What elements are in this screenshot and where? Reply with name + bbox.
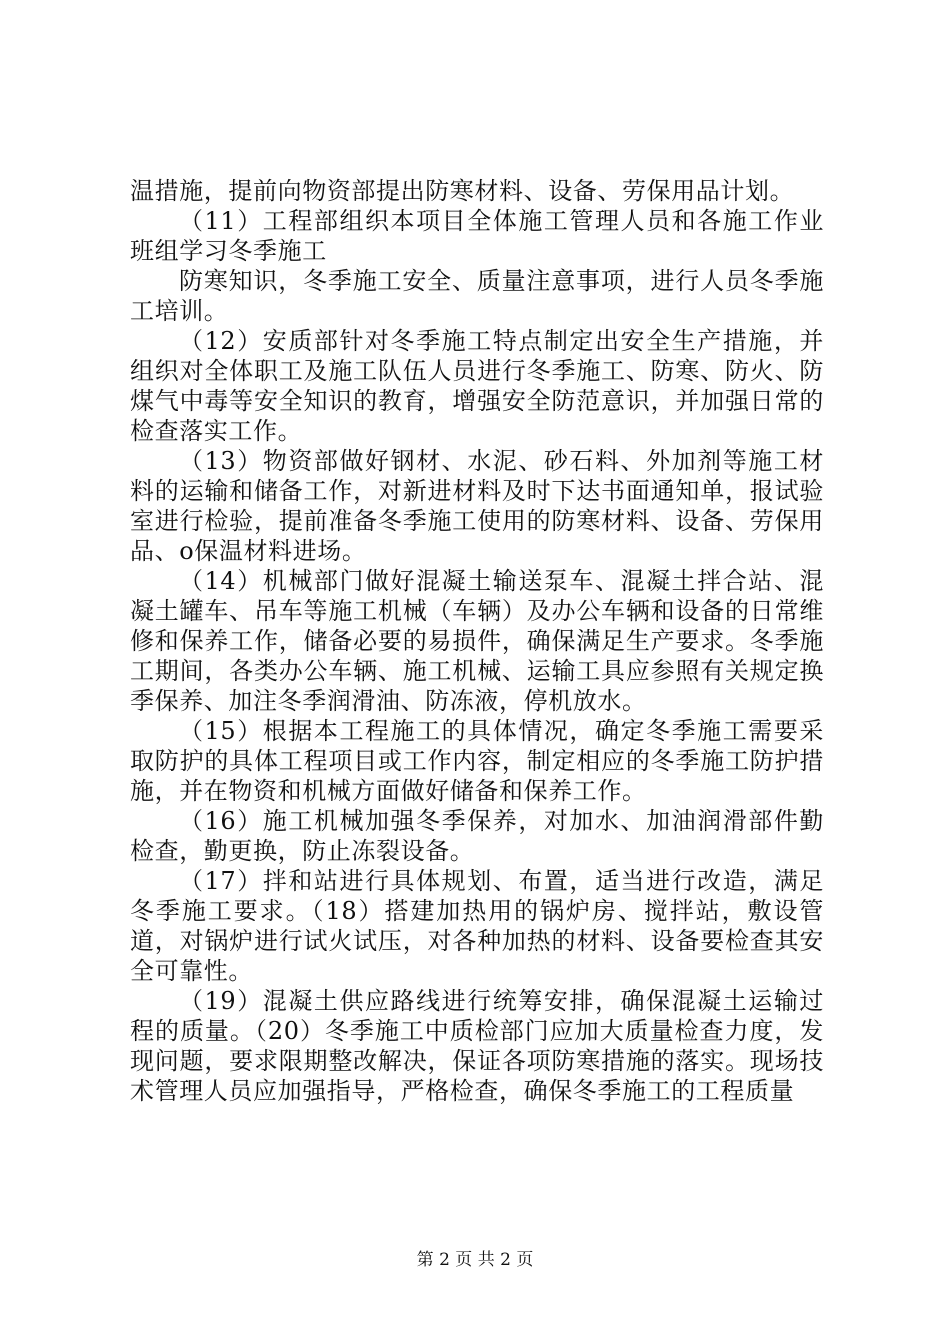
paragraph-5: （13）物资部做好钢材、水泥、砂石料、外加剂等施工材料的运输和储备工作，对新进材料及时下达书面通知单，报试验室进行检验，提前准备冬季施工使用的防寒材料、设备、劳保用品、o保温材料进场。 [130,447,824,565]
paragraph-2: （11）工程部组织本项目全体施工管理人员和各施工作业班组学习冬季施工 [130,207,824,265]
paragraph-1: 温措施，提前向物资部提出防寒材料、设备、劳保用品计划。 [130,177,795,205]
paragraph-6: （14）机械部门做好混凝土输送泵车、混凝土拌合站、混凝土罐车、吊车等施工机械（车辆）及办公车辆和设备的日常维修和保养工作，储备必要的易损件，确保满足生产要求。冬季施工期间，各类办公车辆、施工机械、运输工具应参照有关规定换季保养、加注冬季润滑油、防冻液，停机放水。 [130,567,824,715]
page-footer [0,1249,950,1271]
paragraph-7: （15）根据本工程施工的具体情况，确定冬季施工需要采取防护的具体工程项目或工作内容，制定相应的冬季施工防护措施，并在物资和机械方面做好储备和保养工作。 [130,717,824,805]
page-number-label: 第 2 页 共 2 页 [416,1250,534,1270]
document-body [130,176,824,1106]
paragraph-3: 防寒知识，冬季施工安全、质量注意事项，进行人员冬季施工培训。 [130,267,824,325]
paragraph-8: （16）施工机械加强冬季保养，对加水、加油润滑部件勤检查，勤更换，防止冻裂设备。 [130,807,824,865]
paragraph-9: （17）拌和站进行具体规划、布置，适当进行改造，满足冬季施工要求。（18）搭建加热用的锅炉房、搅拌站，敷设管道，对锅炉进行试火试压，对各种加热的材料、设备要检查其安全可靠性。 [130,867,824,985]
paragraph-4: （12）安质部针对冬季施工特点制定出安全生产措施，并组织对全体职工及施工队伍人员进行冬季施工、防寒、防火、防煤气中毒等安全知识的教育，增强安全防范意识，并加强日常的检查落实工作。 [130,327,824,445]
paragraph-10: （19）混凝土供应路线进行统筹安排，确保混凝土运输过程的质量。（20）冬季施工中质检部门应加大质量检查力度，发现问题，要求限期整改解决，保证各项防寒措施的落实。现场技术管理人员应加强指导，严格检查，确保冬季施工的工程质量 [130,987,824,1105]
